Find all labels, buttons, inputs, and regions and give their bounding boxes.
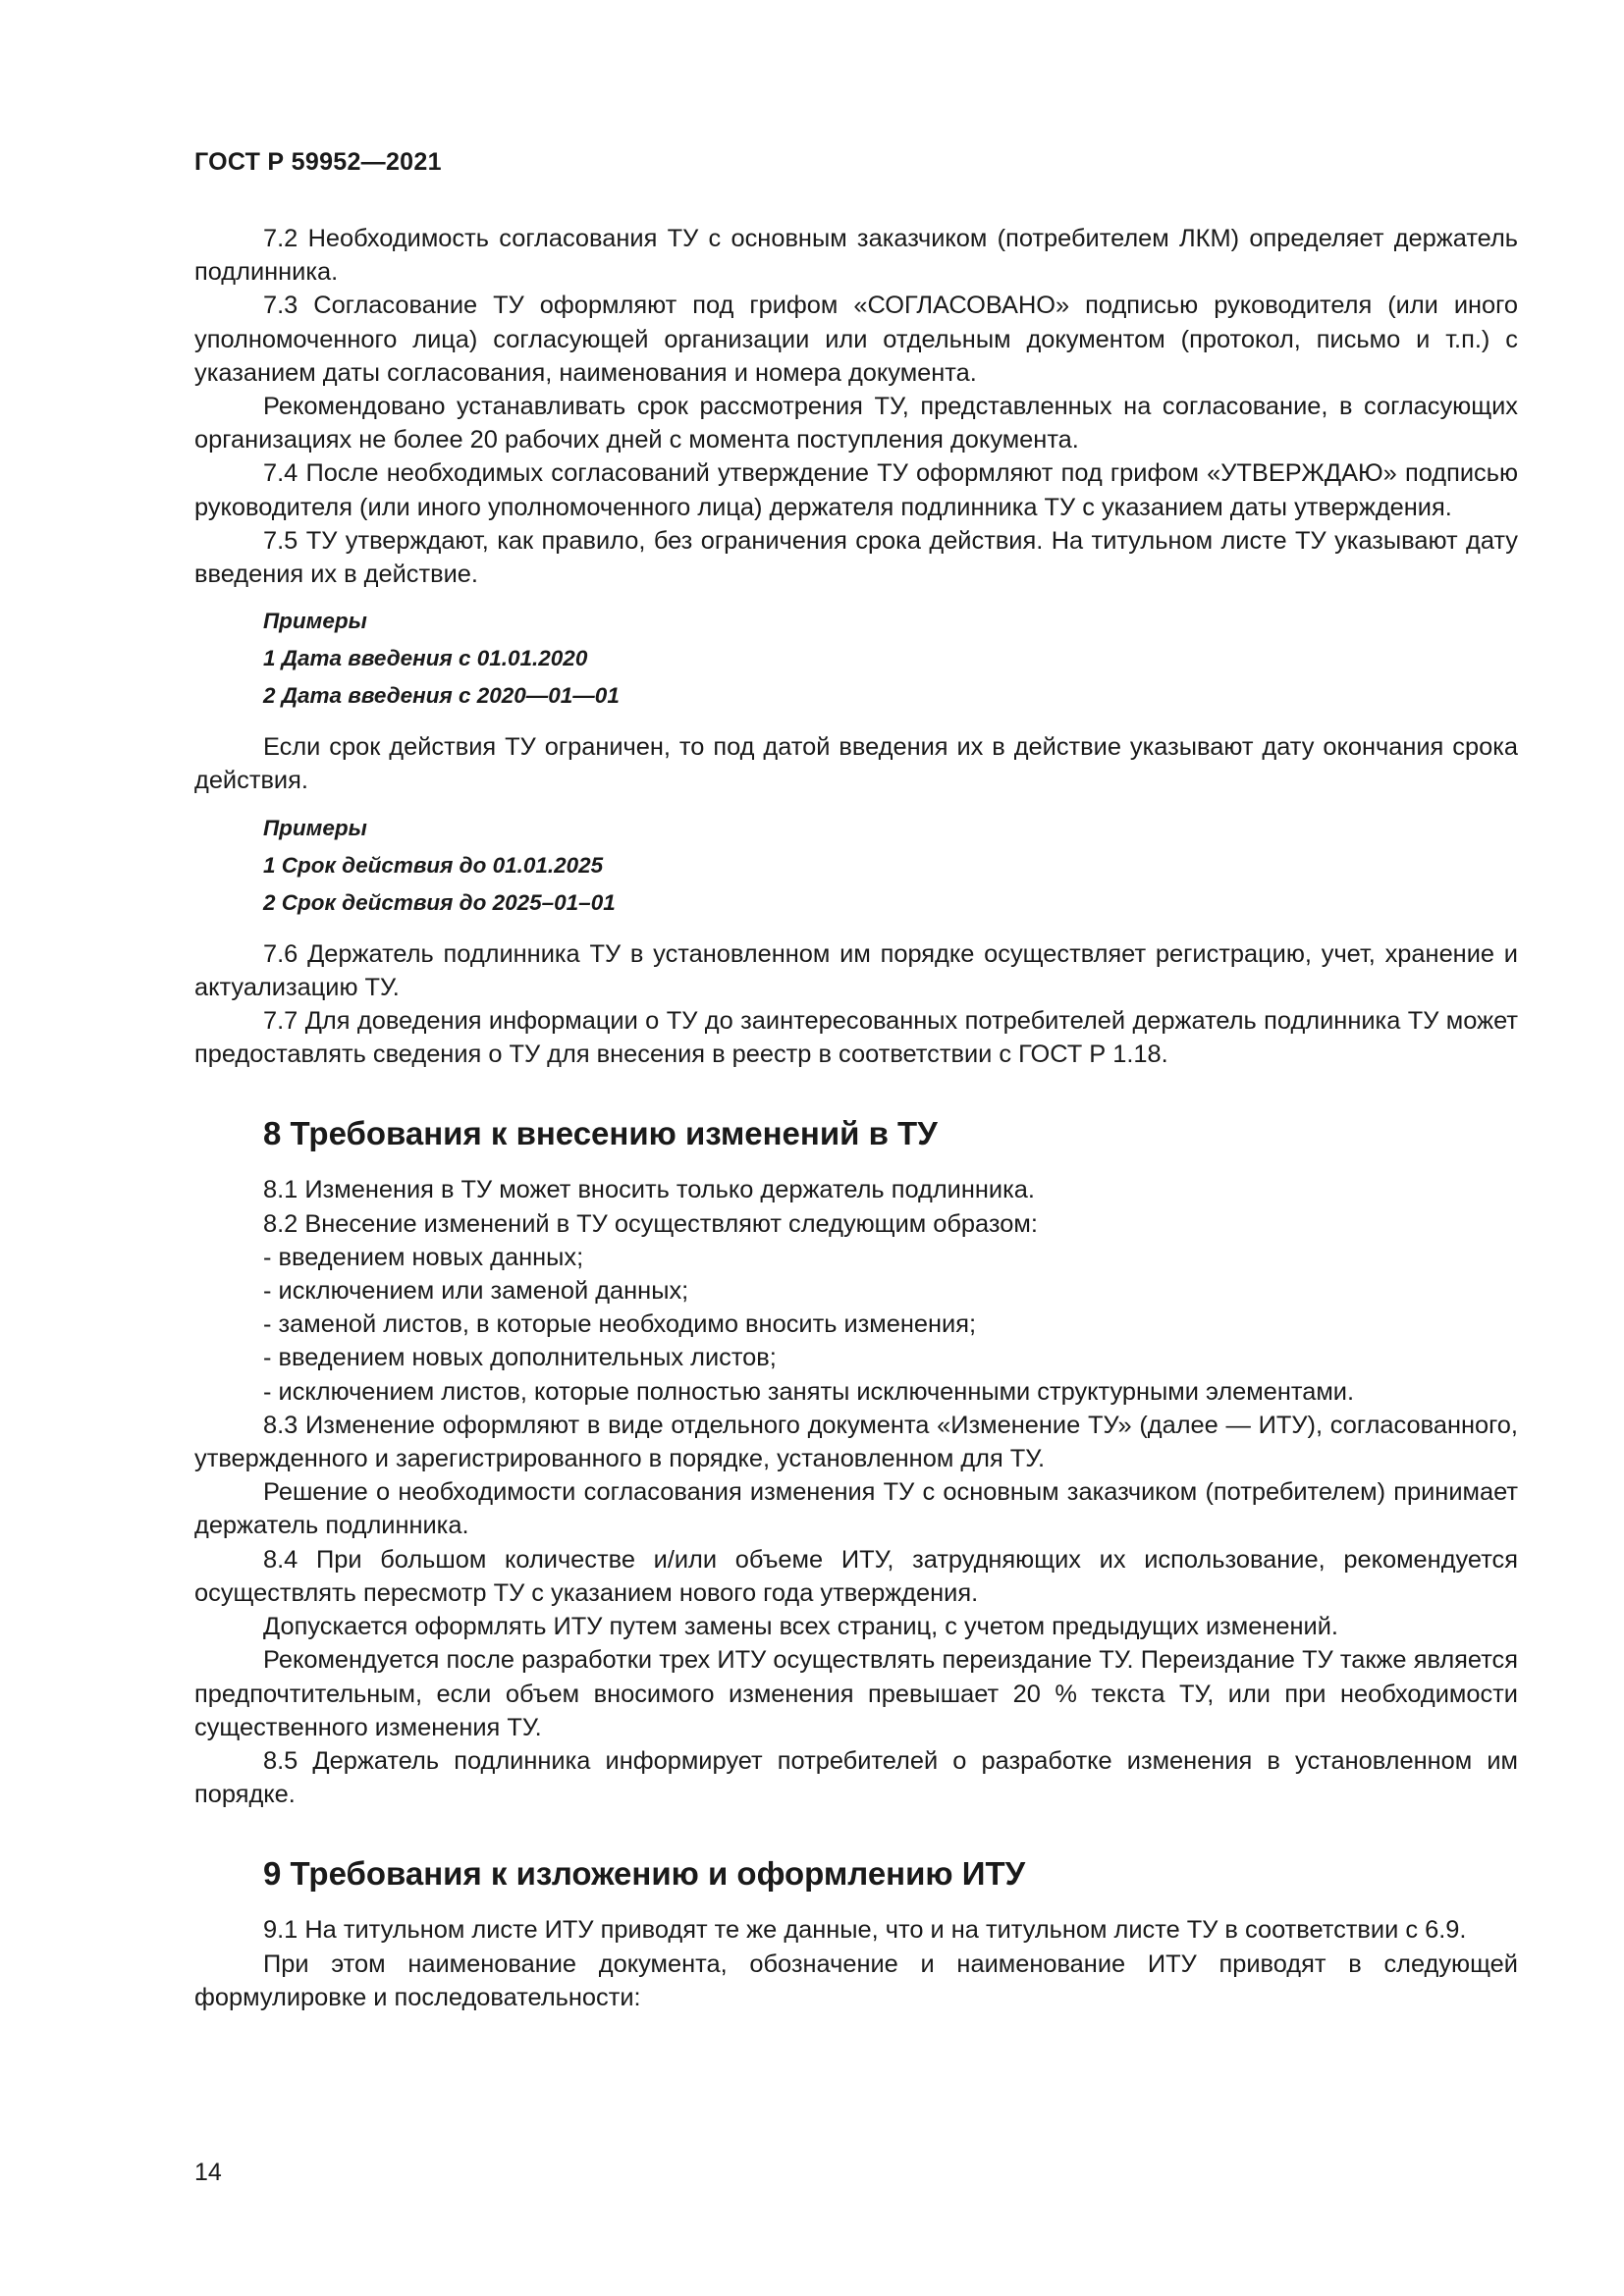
paragraph-8-3: 8.3 Изменение оформляют в виде отдельного документа «Изменение ТУ» (далее — ИТУ), согласованного, утвержденного и зарегистрированного в порядке, установленном для ТУ. <box>194 1411 1518 1473</box>
document-header: ГОСТ Р 59952—2021 <box>194 148 442 176</box>
paragraph-8-5: 8.5 Держатель подлинника информирует потребителей о разработке изменения в установленном им порядке. <box>194 1746 1518 1809</box>
paragraph-8-4: 8.4 При большом количестве и/или объеме ИТУ, затрудняющих их использование, рекомендуется осуществлять пересмотр ТУ с указанием нового года утверждения. <box>194 1545 1518 1607</box>
example-item: 2 Срок действия до 2025–01–01 <box>263 889 616 915</box>
section-8-heading: 8 Требования к внесению изменений в ТУ <box>263 1115 938 1152</box>
paragraph-9-1: 9.1 На титульном листе ИТУ приводят те же данные, что и на титульном листе ТУ в соответствии с 6.9. <box>263 1916 1467 1945</box>
example-item: 1 Срок действия до 01.01.2025 <box>263 852 604 878</box>
page-number: 14 <box>194 2159 222 2186</box>
list-item: - введением новых дополнительных листов; <box>263 1344 777 1372</box>
paragraph-8-1: 8.1 Изменения в ТУ может вносить только держатель подлинника. <box>263 1176 1035 1204</box>
examples-block-validity <box>194 810 1518 922</box>
paragraph-7-3: 7.3 Согласование ТУ оформляют под грифом «СОГЛАСОВАНО» подписью руководителя (или иного уполномоченного лица) согласующей организации или отдельным документом (протокол, письмо и т.п.) с указанием даты согласования, наименования и номера документа. <box>194 292 1518 387</box>
paragraph-7-3-recommendation: Рекомендовано устанавливать срок рассмотрения ТУ, представленных на согласование, в согласующих организациях не более 20 рабочих дней с момента поступления документа. <box>194 393 1518 454</box>
paragraph-7-5: 7.5 ТУ утверждают, как правило, без ограничения срока действия. На титульном листе ТУ указывают дату введения их в действие. <box>194 526 1518 589</box>
examples-block-dates <box>194 603 1518 715</box>
paragraph-7-4: 7.4 После необходимых согласований утверждение ТУ оформляют под грифом «УТВЕРЖДАЮ» подписью руководителя (или иного уполномоченного лица) держателя подлинника ТУ с указанием даты утверждения. <box>194 459 1518 521</box>
examples-title: Примеры <box>263 609 367 634</box>
paragraph-7-5-limited: Если срок действия ТУ ограничен, то под датой введения их в действие указывают дату окончания срока действия. <box>194 733 1518 795</box>
paragraph-8-4-allowed: Допускается оформлять ИТУ путем замены всех страниц, с учетом предыдущих изменений. <box>263 1613 1338 1641</box>
example-item: 1 Дата введения с 01.01.2020 <box>263 646 588 671</box>
paragraph-8-2: 8.2 Внесение изменений в ТУ осуществляют следующим образом: <box>263 1209 1038 1238</box>
document-body <box>194 222 1518 2014</box>
list-item: - заменой листов, в которые необходимо вносить изменения; <box>263 1310 977 1339</box>
list-item: - исключением или заменой данных; <box>263 1277 689 1306</box>
document-page <box>194 0 1518 2296</box>
paragraph-8-4-recommendation: Рекомендуется после разработки трех ИТУ осуществлять переиздание ТУ. Переиздание ТУ также является предпочтительным, если объем вносимого изменения превышает 20 % текста ТУ, или при необходимости существенного изменения ТУ. <box>194 1646 1518 1741</box>
paragraph-8-3-decision: Решение о необходимости согласования изменения ТУ с основным заказчиком (потребителем) принимает держатель подлинника. <box>194 1478 1518 1540</box>
examples-title: Примеры <box>263 815 367 840</box>
paragraph-7-7: 7.7 Для доведения информации о ТУ до заинтересованных потребителей держатель подлинника ТУ может предоставлять сведения о ТУ для внесения в реестр в соответствии с ГОСТ Р 1.18. <box>194 1007 1518 1069</box>
paragraph-9-1-continuation: При этом наименование документа, обозначение и наименование ИТУ приводят в следующей формулировке и последовательности: <box>194 1949 1518 2011</box>
list-item: - введением новых данных; <box>263 1243 584 1271</box>
section-9-heading: 9 Требования к изложению и оформлению ИТУ <box>263 1855 1026 1893</box>
example-item: 2 Дата введения с 2020—01—01 <box>263 683 620 709</box>
list-item: - исключением листов, которые полностью заняты исключенными структурными элементами. <box>263 1377 1355 1406</box>
paragraph-7-6: 7.6 Держатель подлинника ТУ в установленном им порядке осуществляет регистрацию, учет, хранение и актуализацию ТУ. <box>194 939 1518 1001</box>
paragraph-7-2: 7.2 Необходимость согласования ТУ с основным заказчиком (потребителем ЛКМ) определяет держатель подлинника. <box>194 225 1518 287</box>
